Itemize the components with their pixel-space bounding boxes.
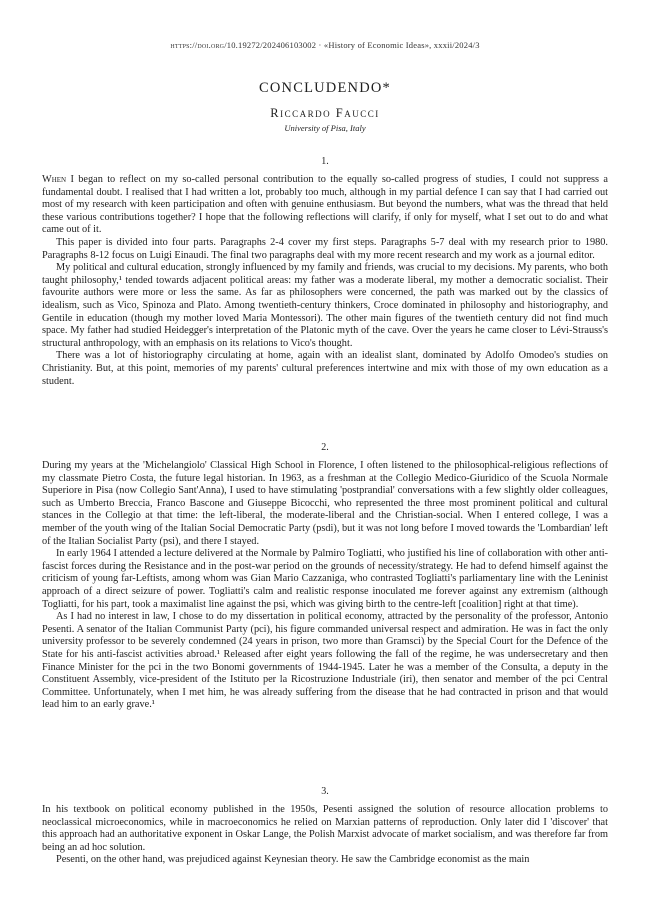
paragraph [42, 174, 608, 237]
running-header [0, 40, 650, 50]
paragraph: This paper is divided into four parts. Paragraphs 2-4 cover my first steps. Paragraphs 5-7 deal with my research prior to 1980. Paragraphs 8-12 focus on Luigi Einaudi. The final two paragraphs deal with my more recent research and my work as a journal editor. [42, 236, 608, 261]
paragraph: As I had no interest in law, I chose to do my dissertation in political economy, attracted by the personality of the professor, Antonio Pesenti. A senator of the Italian Communist Party (pci), his figure commanded universal respect and admiration. He was in fact the only university professor to be severely condemned (24 years in prison, two more than Gramsci) by the Special Court for the Defence of the State for his anti-fascist activities abroad.¹ Released after eight years following the fall of the regime, he was undersecretary and then Finance Minister for the pci in the two Bonomi governments of 1944-1945. Later he was a member of the Consulta, a deputy in the Constituent Assembly, vice-president of the Istituto per la Ricostruzione Industriale (iri), then senator and member of the pci Central Committee. Unfortunately, when I met him, he was already suffering from the disease that he had contracted in prison and that would lead him to an early grave.¹ [42, 611, 608, 711]
paragraph-text: I began to reflect on my so-called personal contribution to the equally so-called progress of studies, I could not suppress a fundamental doubt. I realised that I had written a lot, probably too much, although in my partial defence I can say that I had carried out most of my research with keen participation and often with genuine enthusiasm. But beyond the numbers, what was the thread that held these various contributions together? I hope that the following reflections will clarify, if only for myself, what I set out to do and what came out of it. [42, 174, 608, 236]
header-separator: · [316, 40, 324, 50]
paragraph: Pesenti, on the other hand, was prejudiced against Keynesian theory. He saw the Cambridge economist as the main [56, 854, 530, 866]
section-2-body [42, 460, 608, 712]
journal-citation: «History of Economic Ideas», xxxii/2024/3 [323, 40, 480, 50]
paragraph-lead: When [42, 174, 67, 185]
section-number-1: 1. [321, 156, 329, 167]
paragraph: In early 1964 I attended a lecture delivered at the Normale by Palmiro Togliatti, who justified his line of collaboration with other anti-fascist forces during the Resistance and in the post-war period on the grounds of necessity/strategy. He had to defend himself against the criticism of young far-Leftists, among whom was Gian Mario Cazzaniga, who contrasted Togliatti's parliamentary line with the Leninist approach of a direct seizure of power. Togliatti's calm and realistic response inoculated me forever against any extremism (although Togliatti, for his part, took a maximalist line against the psi, which was giving birth to the centre-left [coalition] right at that time). [42, 548, 608, 610]
author-name: Riccardo Faucci [270, 106, 380, 120]
section-number-2: 2. [321, 442, 329, 453]
article-title: CONCLUDENDO* [258, 80, 391, 96]
paragraph: There was a lot of historiography circulating at home, again with an idealist slant, dominated by Adolfo Omodeo's studies on Christianity. But, at this point, memories of my parents' cultural preferences intertwine and mix with those of my own education as a student. [42, 350, 608, 387]
section-1-body [42, 174, 608, 388]
section-3-body [42, 804, 608, 867]
doi-link[interactable]: https://doi.org/10.19272/202406103002 [170, 40, 317, 50]
paragraph: My political and cultural education, strongly influenced by my family and friends, was crucial to my decisions. My parents, who both taught philosophy,¹ tended towards adjacent political areas: my father was a moderate liberal, my mother a democratic socialist. Their favourite authors were more or less the same. As far as philosophers were concerned, the path was marked out by the classics of idealism, such as Vico, Spinoza and Plato. Among twentieth-century thinkers, Croce dominated in philosophy and historiography, and Gentile in education (though my mother loved Maria Montessori). The other main figures of the twentieth century did not find much space. My father had studied Heidegger's interpretation of the Platonic myth of the cave. Over the years he came closer to Lévi-Strauss's structural anthropology, with an emphasis on its relations to Vico's thought. [42, 262, 608, 349]
paragraph: In his textbook on political economy published in the 1950s, Pesenti assigned the solution of resource allocation problems to neoclassical microeconomics, while in macroeconomics he relied on Marxian patterns of reproduction. Only later did I 'discover' that this approach had an authoritative exponent in Oskar Lange, the Polish Marxist advocate of market socialism, and was therefore far from being an ad hoc solution. [42, 804, 608, 853]
paragraph: During my years at the 'Michelangiolo' Classical High School in Florence, I often listened to the philosophical-religious reflections of my classmate Pietro Costa, the future legal historian. In 1963, as a freshman at the Collegio Medico-Giuridico of the Scuola Normale Superiore in Pisa (now Collegio Sant'Anna), I used to have stimulating 'postprandial' conversations with a few slightly older colleagues, such as Umberto Breccia, Franco Bascone and Giuseppe Bicocchi, who represented the three most prominent political and cultural stances in the Collegio at that time: the left-liberal, the moderate-liberal and the Christian-social. When I entered college, I was a member of the youth wing of the Italian Social Democratic Party (psdi), but it was not long before I moved towards the 'Lombardian' left of the Italian Socialist Party (psi), and there I stayed. [42, 460, 608, 547]
section-number-3: 3. [321, 786, 329, 797]
author-affiliation: University of Pisa, Italy [284, 123, 366, 133]
